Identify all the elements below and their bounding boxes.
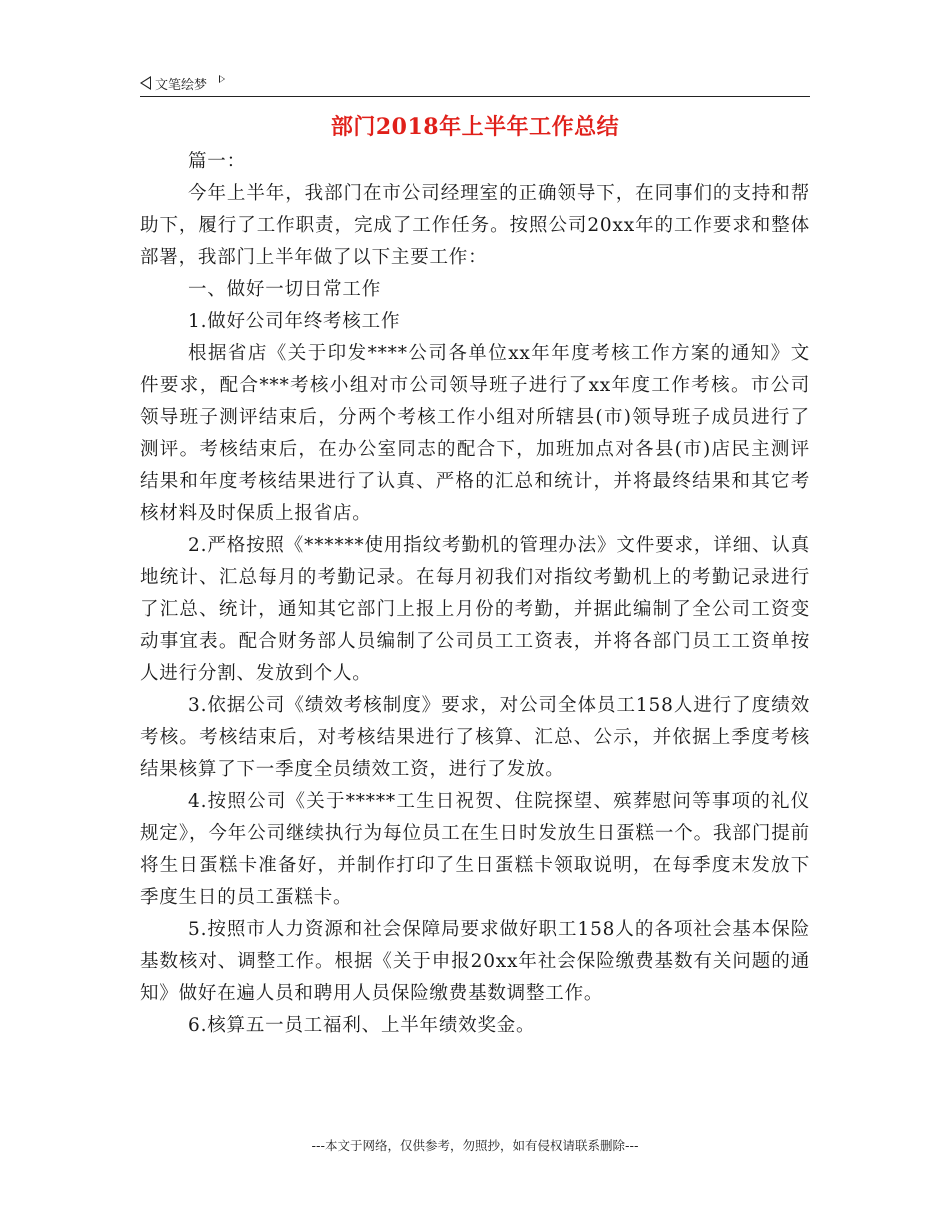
paragraph: 4.按照公司《关于*****工生日祝贺、住院探望、殡葬慰问等事项的礼仪规定》，今年公司继续执行为每位员工在生日时发放生日蛋糕一个。我部门提前将生日蛋糕卡准备好，并制作打印了生日蛋糕卡领取说明，在每季度末发放下季度生日的员工蛋糕卡。 xyxy=(140,791,810,908)
paragraph: 一、做好一切日常工作 xyxy=(188,279,382,300)
paragraph: 6.核算五一员工福利、上半年绩效奖金。 xyxy=(188,1015,536,1036)
paragraph: 篇一： xyxy=(188,151,246,172)
document-title: 部门2018年上半年工作总结 xyxy=(330,114,620,140)
paragraph: 今年上半年，我部门在市公司经理室的正确领导下，在同事们的支持和帮助下，履行了工作职责，完成了工作任务。按照公司20xx年的工作要求和整体部署，我部门上半年做了以下主要工作： xyxy=(140,183,810,268)
document-body xyxy=(140,146,810,1042)
triangle-right-icon xyxy=(219,75,225,83)
paragraph: 2.严格按照《******使用指纹考勤机的管理办法》文件要求，详细、认真地统计、汇总每月的考勤记录。在每月初我们对指纹考勤机上的考勤记录进行了汇总、统计，通知其它部门上报上月份的考勤，并据此编制了全公司工资变动事宜表。配合财务部人员编制了公司员工工资表，并将各部门员工工资单按人进行分割、发放到个人。 xyxy=(140,535,810,684)
paragraph: 5.按照市人力资源和社会保障局要求做好职工158人的各项社会基本保险基数核对、调整工作。根据《关于申报20xx年社会保险缴费基数有关问题的通知》做好在遍人员和聘用人员保险缴费基数调整工作。 xyxy=(140,919,810,1004)
header-brand: 文笔绘梦 xyxy=(155,77,208,93)
triangle-left-icon xyxy=(140,76,151,90)
paragraph: 3.依据公司《绩效考核制度》要求，对公司全体员工158人进行了度绩效考核。考核结束后，对考核结果进行了核算、汇总、公示，并依据上季度考核结果核算了下一季度全员绩效工资，进行了发放。 xyxy=(140,695,810,780)
page-header xyxy=(140,70,810,97)
paragraph: 1.做好公司年终考核工作 xyxy=(188,311,401,332)
paragraph: 根据省店《关于印发****公司各单位xx年年度考核工作方案的通知》文件要求，配合***考核小组对市公司领导班子进行了xx年度工作考核。市公司领导班子测评结束后，分两个考核工作小组对所辖县(市)领导班子成员进行了测评。考核结束后，在办公室同志的配合下，加班加点对各县(市)店民主测评结果和年度考核结果进行了认真、严格的汇总和统计，并将最终结果和其它考核材料及时保质上报省店。 xyxy=(140,343,810,524)
page-footer: ---本文于网络，仅供参考，勿照抄，如有侵权请联系删除--- xyxy=(311,1138,639,1153)
